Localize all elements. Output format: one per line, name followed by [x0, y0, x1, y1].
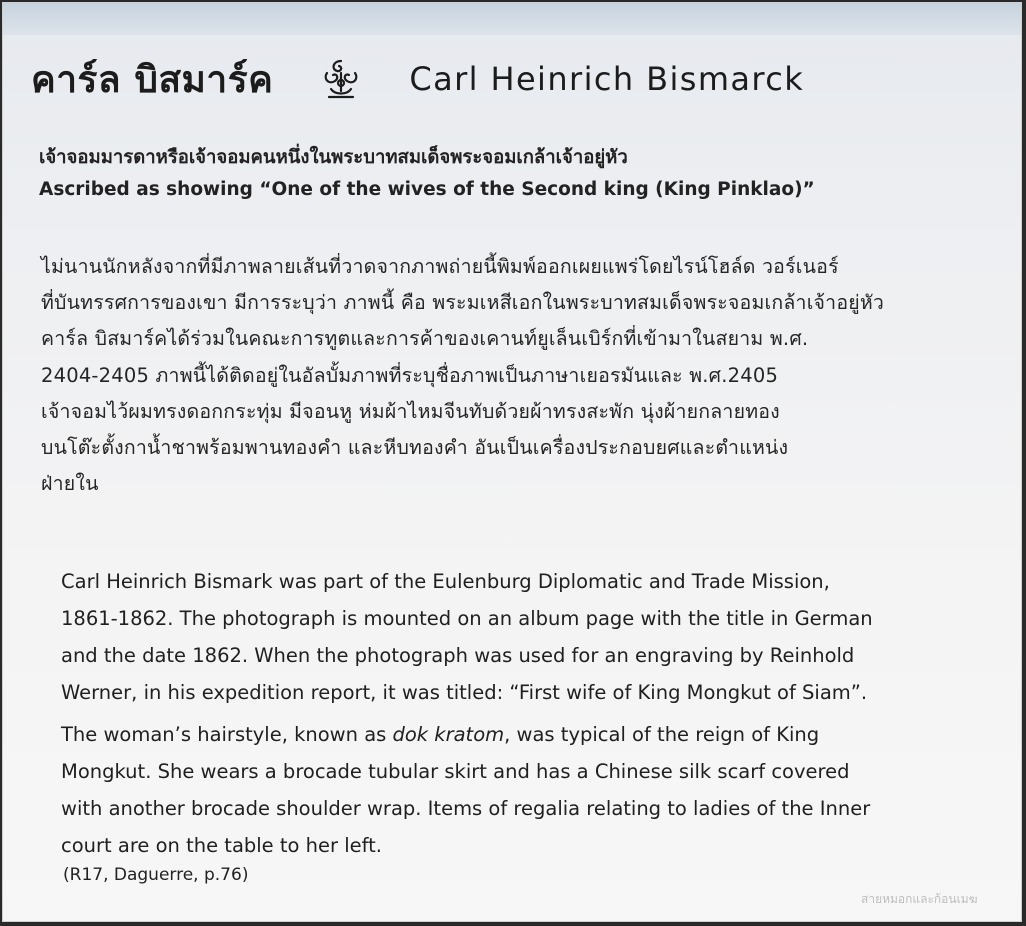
thai-line: ไม่นานนักหลังจากที่มีภาพลายเส้นที่วาดจากภาพถ่ายนี้พิมพ์ออกเผยแพร่โดยไรน์โฮล์ด วอร์เนอร์ [41, 255, 839, 278]
subtitle-english: Ascribed as showing “One of the wives of the Second king (King Pinklao)” [39, 179, 815, 200]
thai-line: เจ้าจอมไว้ผมทรงดอกกระทุ่ม มีจอนหู ห่มผ้าไหมจีนทับด้วยผ้าทรงสะพัก นุ่งผ้ายกลายทอง [41, 399, 780, 423]
english-line-with-italic [61, 716, 981, 753]
museum-caption-panel [2, 2, 1022, 922]
thai-line: คาร์ล บิสมาร์คได้ร่วมในคณะการทูตและการค้าของเคานท์ยูเล็นเบิร์กที่เข้ามาในสยาม พ.ศ. [41, 327, 809, 351]
english-line: Werner, in his expedition report, it was titled: “First wife of King Mongkut of Siam”. [61, 681, 868, 704]
thai-line: ฝ่ายใน [41, 472, 99, 496]
citation: (R17, Daguerre, p.76) [63, 865, 249, 885]
english-line: 1861-1862. The photograph is mounted on an album page with the title in German [61, 607, 873, 630]
title-row [31, 51, 804, 107]
english-line: court are on the table to her left. [61, 834, 383, 857]
thai-line: 2404-2405 ภาพนี้ได้ติดอยู่ในอัลบั้มภาพที่ระบุชื่อภาพเป็นภาษาเยอรมันและ พ.ศ.2405 [41, 363, 779, 387]
english-text: The woman’s hairstyle, known as [61, 723, 393, 746]
italic-term: dok kratom [392, 723, 505, 746]
english-text: , was typical of the reign of King [504, 723, 820, 746]
thai-line: บนโต๊ะตั้งกาน้ำชาพร้อมพานทองคำ และหีบทองคำ อันเป็นเครื่องประกอบยศและตำแหน่ง [41, 436, 789, 460]
english-line: Mongkut. She wears a brocade tubular skirt and has a Chinese silk scarf covered [61, 760, 850, 783]
royal-cypher-monogram-icon [319, 57, 363, 101]
english-line: Carl Heinrich Bismark was part of the Eulenburg Diplomatic and Trade Mission, [61, 570, 830, 593]
subtitle-thai: เจ้าจอมมารดาหรือเจ้าจอมคนหนึ่งในพระบาทสมเด็จพระจอมเกล้าเจ้าอยู่หัว [39, 147, 628, 168]
english-description [61, 563, 981, 864]
title-english: Carl Heinrich Bismarck [409, 60, 805, 98]
top-band [3, 3, 1021, 35]
watermark: สายหมอกและก้อนเมฆ [861, 892, 978, 906]
title-thai: คาร์ล บิสมาร์ค [31, 57, 274, 101]
thai-line: ที่บันทรรศการของเขา มีการระบุว่า ภาพนี้ คือ พระมเหสีเอกในพระบาทสมเด็จพระจอมเกล้าเจ้าอยู่หัว [41, 291, 885, 315]
english-line: and the date 1862. When the photograph was used for an engraving by Reinhold [61, 644, 855, 667]
thai-description [41, 249, 1001, 502]
english-line: with another brocade shoulder wrap. Items of regalia relating to ladies of the Inner [61, 797, 871, 820]
